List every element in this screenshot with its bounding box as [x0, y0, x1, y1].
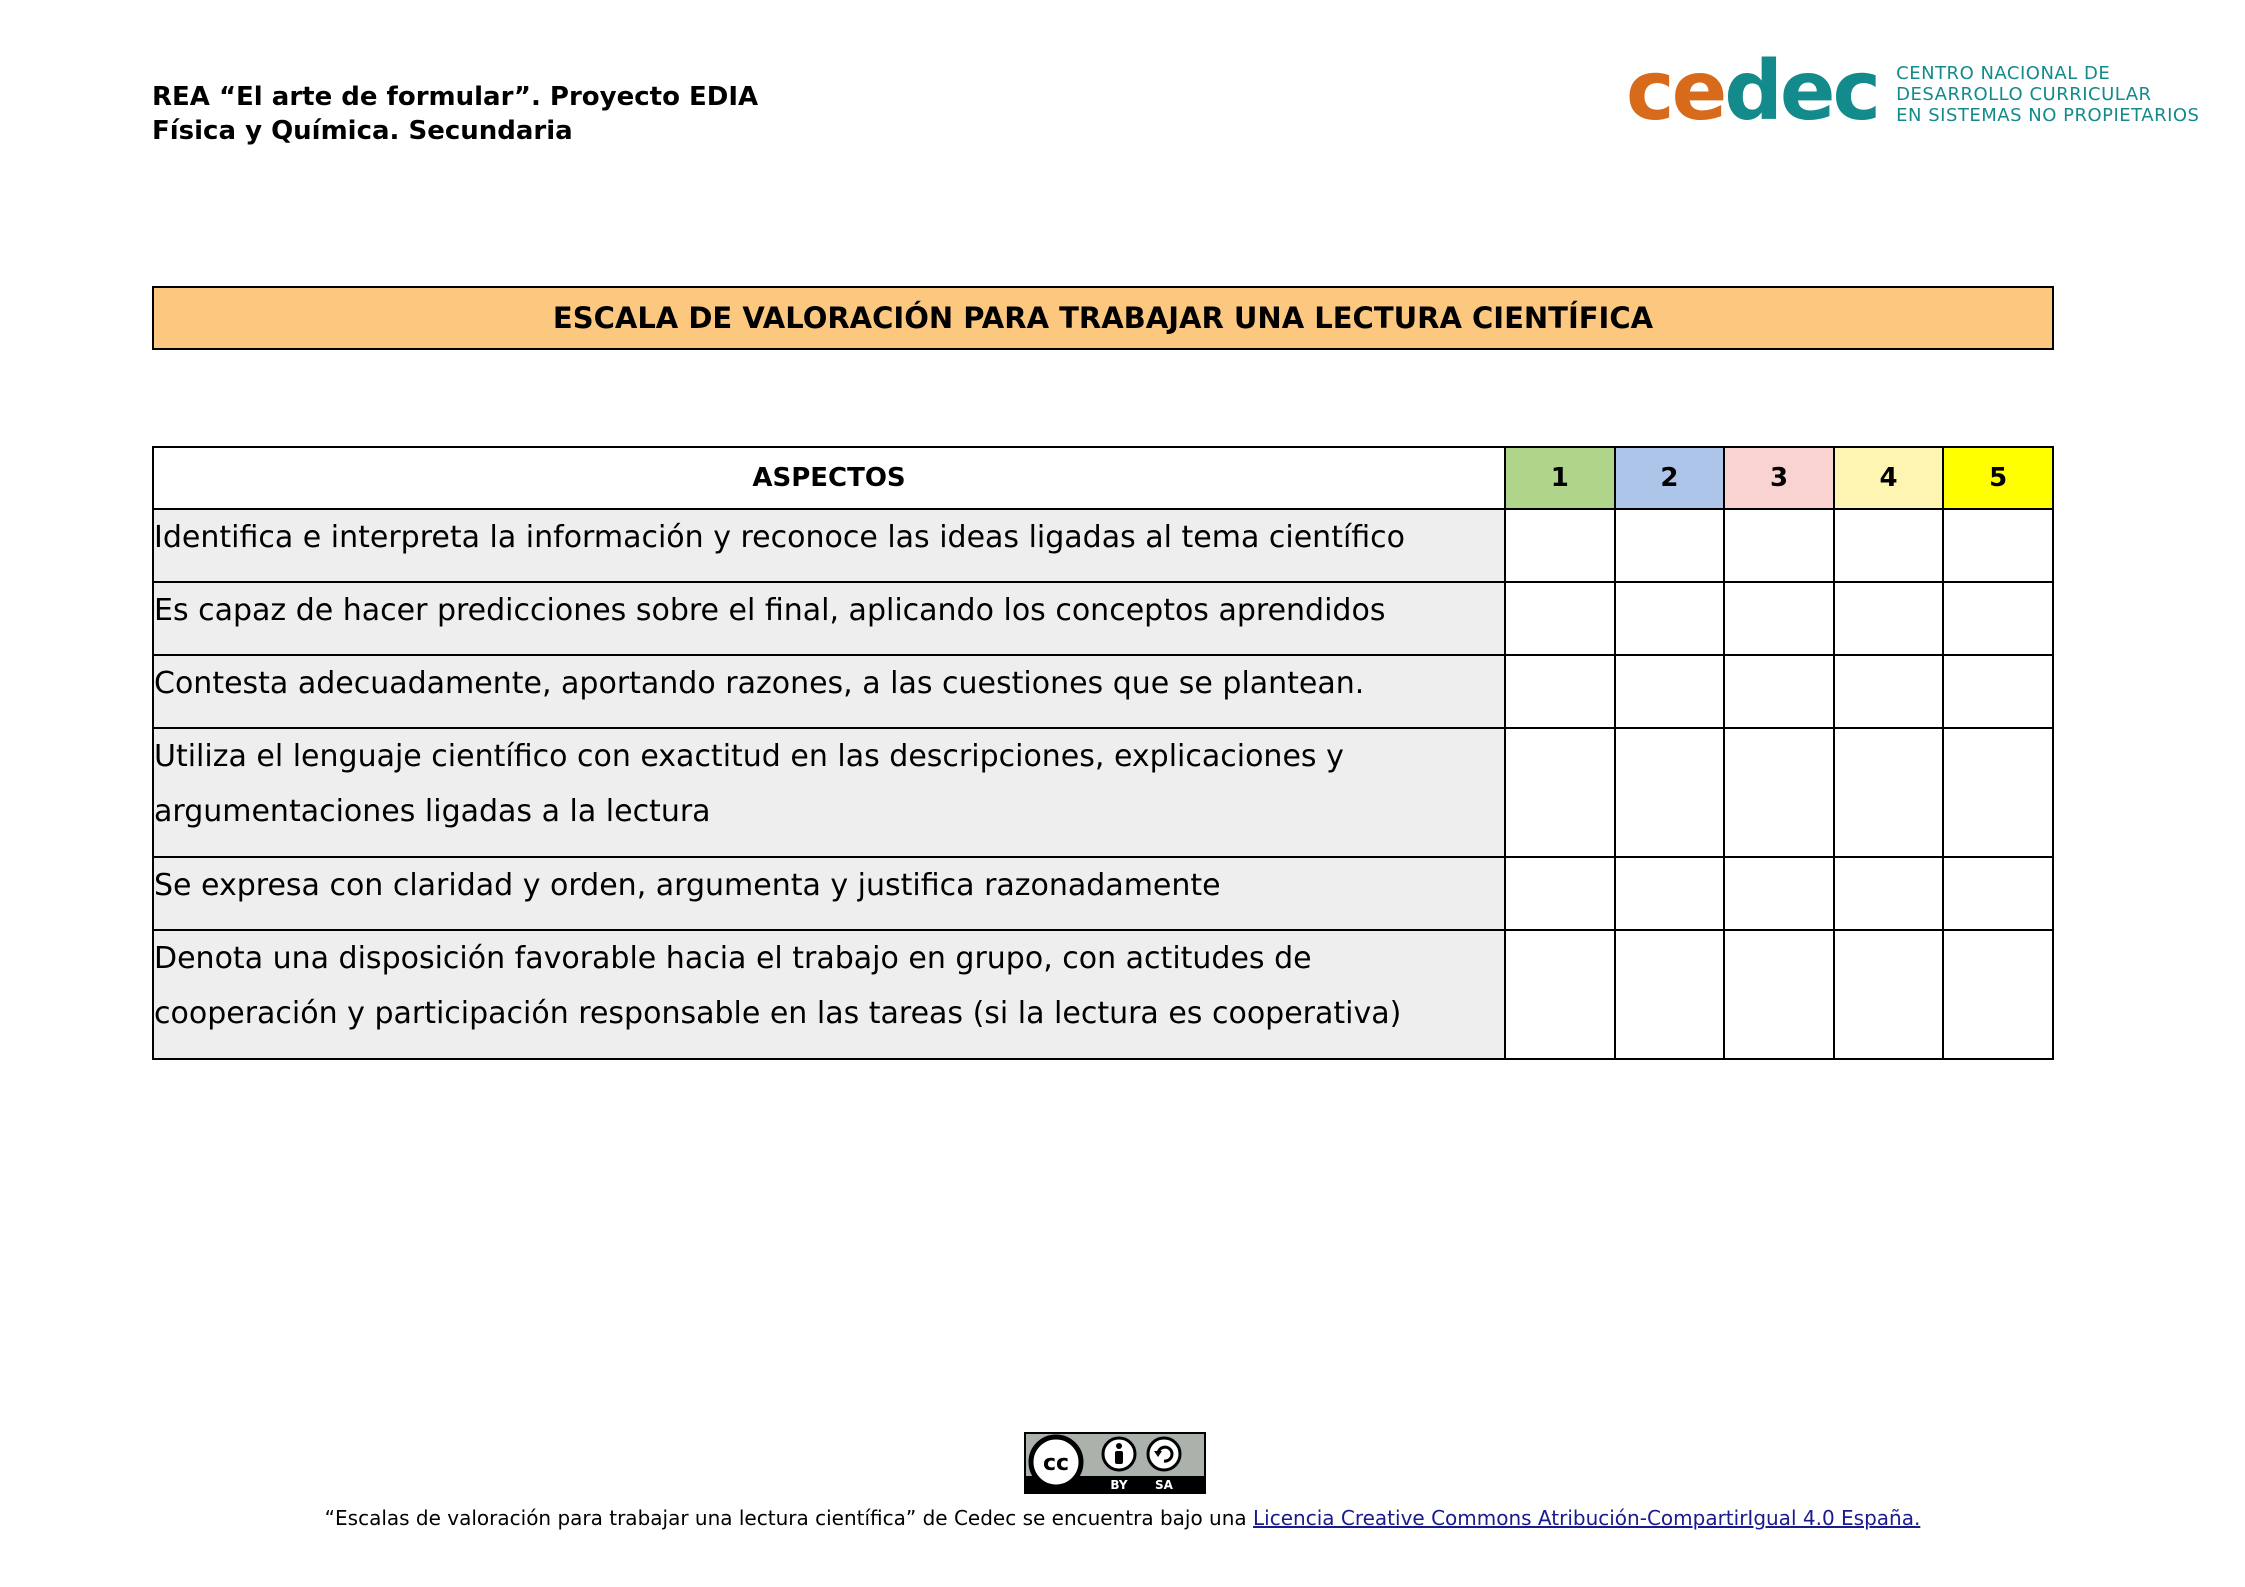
rating-cell-2[interactable] [1615, 655, 1725, 728]
document-header [152, 80, 758, 148]
cc-by-sa-badge [1024, 1432, 1206, 1494]
level-header-3: 3 [1724, 447, 1834, 509]
cedec-logo-word [1626, 44, 1879, 139]
rating-cell-1[interactable] [1505, 728, 1615, 857]
license-link[interactable]: Licencia Creative Commons Atribución-CompartirIgual 4.0 España. [1253, 1506, 1921, 1530]
by-icon-body [1115, 1451, 1123, 1464]
aspect-text: Utiliza el lenguaje científico con exactitud en las descripciones, explicaciones y argumentaciones ligadas a la lectura [153, 728, 1505, 857]
rating-cell-3[interactable] [1724, 728, 1834, 857]
table-row [153, 930, 2053, 1059]
rating-cell-4[interactable] [1834, 655, 1944, 728]
rating-scale-table [152, 446, 2054, 1060]
logo-word-part-2: dec [1724, 44, 1879, 139]
rating-cell-2[interactable] [1615, 509, 1725, 582]
rating-cell-2[interactable] [1615, 582, 1725, 655]
by-label: BY [1110, 1478, 1128, 1492]
rating-cell-1[interactable] [1505, 582, 1615, 655]
table-row [153, 655, 2053, 728]
rating-cell-1[interactable] [1505, 857, 1615, 930]
aspect-text: Contesta adecuadamente, aportando razones, a las cuestiones que se plantean. [153, 655, 1505, 728]
header-line-2: Física y Química. Secundaria [152, 116, 573, 146]
level-header-4: 4 [1834, 447, 1944, 509]
rating-cell-1[interactable] [1505, 655, 1615, 728]
table-header-row [153, 447, 2053, 509]
logo-sub-line-3: EN SISTEMAS NO PROPIETARIOS [1896, 104, 2200, 126]
aspectos-header: ASPECTOS [153, 447, 1505, 509]
license-footer [0, 1506, 2245, 1530]
level-header-1: 1 [1505, 447, 1615, 509]
license-text: “Escalas de valoración para trabajar una lectura científica” de Cedec se encuentra bajo una [324, 1506, 1254, 1530]
rating-cell-3[interactable] [1724, 582, 1834, 655]
rating-cell-1[interactable] [1505, 930, 1615, 1059]
rating-cell-3[interactable] [1724, 509, 1834, 582]
cc-icon-label: cc [1042, 1451, 1070, 1476]
header-line-1: REA “El arte de formular”. Proyecto EDIA [152, 82, 759, 112]
aspect-text: Denota una disposición favorable hacia el trabajo en grupo, con actitudes de cooperación y participación responsable en las tareas (si la lectura es cooperativa) [153, 930, 1505, 1059]
aspect-text: Se expresa con claridad y orden, argumenta y justifica razonadamente [153, 857, 1505, 930]
rating-cell-2[interactable] [1615, 728, 1725, 857]
rating-cell-1[interactable] [1505, 509, 1615, 582]
logo-word-part-1: ce [1626, 44, 1725, 139]
rating-cell-5[interactable] [1943, 655, 2053, 728]
logo-sub-line-1: CENTRO NACIONAL DE [1896, 62, 2111, 84]
sa-label: SA [1155, 1478, 1173, 1492]
table-row [153, 728, 2053, 857]
rating-cell-5[interactable] [1943, 728, 2053, 857]
rating-cell-4[interactable] [1834, 728, 1944, 857]
rating-cell-3[interactable] [1724, 930, 1834, 1059]
level-header-5: 5 [1943, 447, 2053, 509]
rating-cell-3[interactable] [1724, 857, 1834, 930]
rating-cell-4[interactable] [1834, 509, 1944, 582]
rating-cell-5[interactable] [1943, 582, 2053, 655]
rating-cell-4[interactable] [1834, 930, 1944, 1059]
rating-cell-4[interactable] [1834, 857, 1944, 930]
rating-cell-2[interactable] [1615, 857, 1725, 930]
rating-cell-4[interactable] [1834, 582, 1944, 655]
aspect-text: Identifica e interpreta la información y reconoce las ideas ligadas al tema científico [153, 509, 1505, 582]
rating-cell-2[interactable] [1615, 930, 1725, 1059]
level-header-2: 2 [1615, 447, 1725, 509]
rating-cell-5[interactable] [1943, 857, 2053, 930]
table-row [153, 509, 2053, 582]
cedec-logo [1626, 44, 2200, 139]
table-row [153, 582, 2053, 655]
sa-icon [1148, 1438, 1180, 1470]
by-icon-head [1116, 1443, 1122, 1449]
rating-cell-5[interactable] [1943, 930, 2053, 1059]
scale-title: ESCALA DE VALORACIÓN PARA TRABAJAR UNA LECTURA CIENTÍFICA [152, 286, 2054, 350]
logo-sub-line-2: DESARROLLO CURRICULAR [1896, 83, 2152, 105]
table-row [153, 857, 2053, 930]
rating-cell-5[interactable] [1943, 509, 2053, 582]
cedec-logo-subtitle [1896, 63, 2199, 126]
aspect-text: Es capaz de hacer predicciones sobre el final, aplicando los conceptos aprendidos [153, 582, 1505, 655]
rating-cell-3[interactable] [1724, 655, 1834, 728]
